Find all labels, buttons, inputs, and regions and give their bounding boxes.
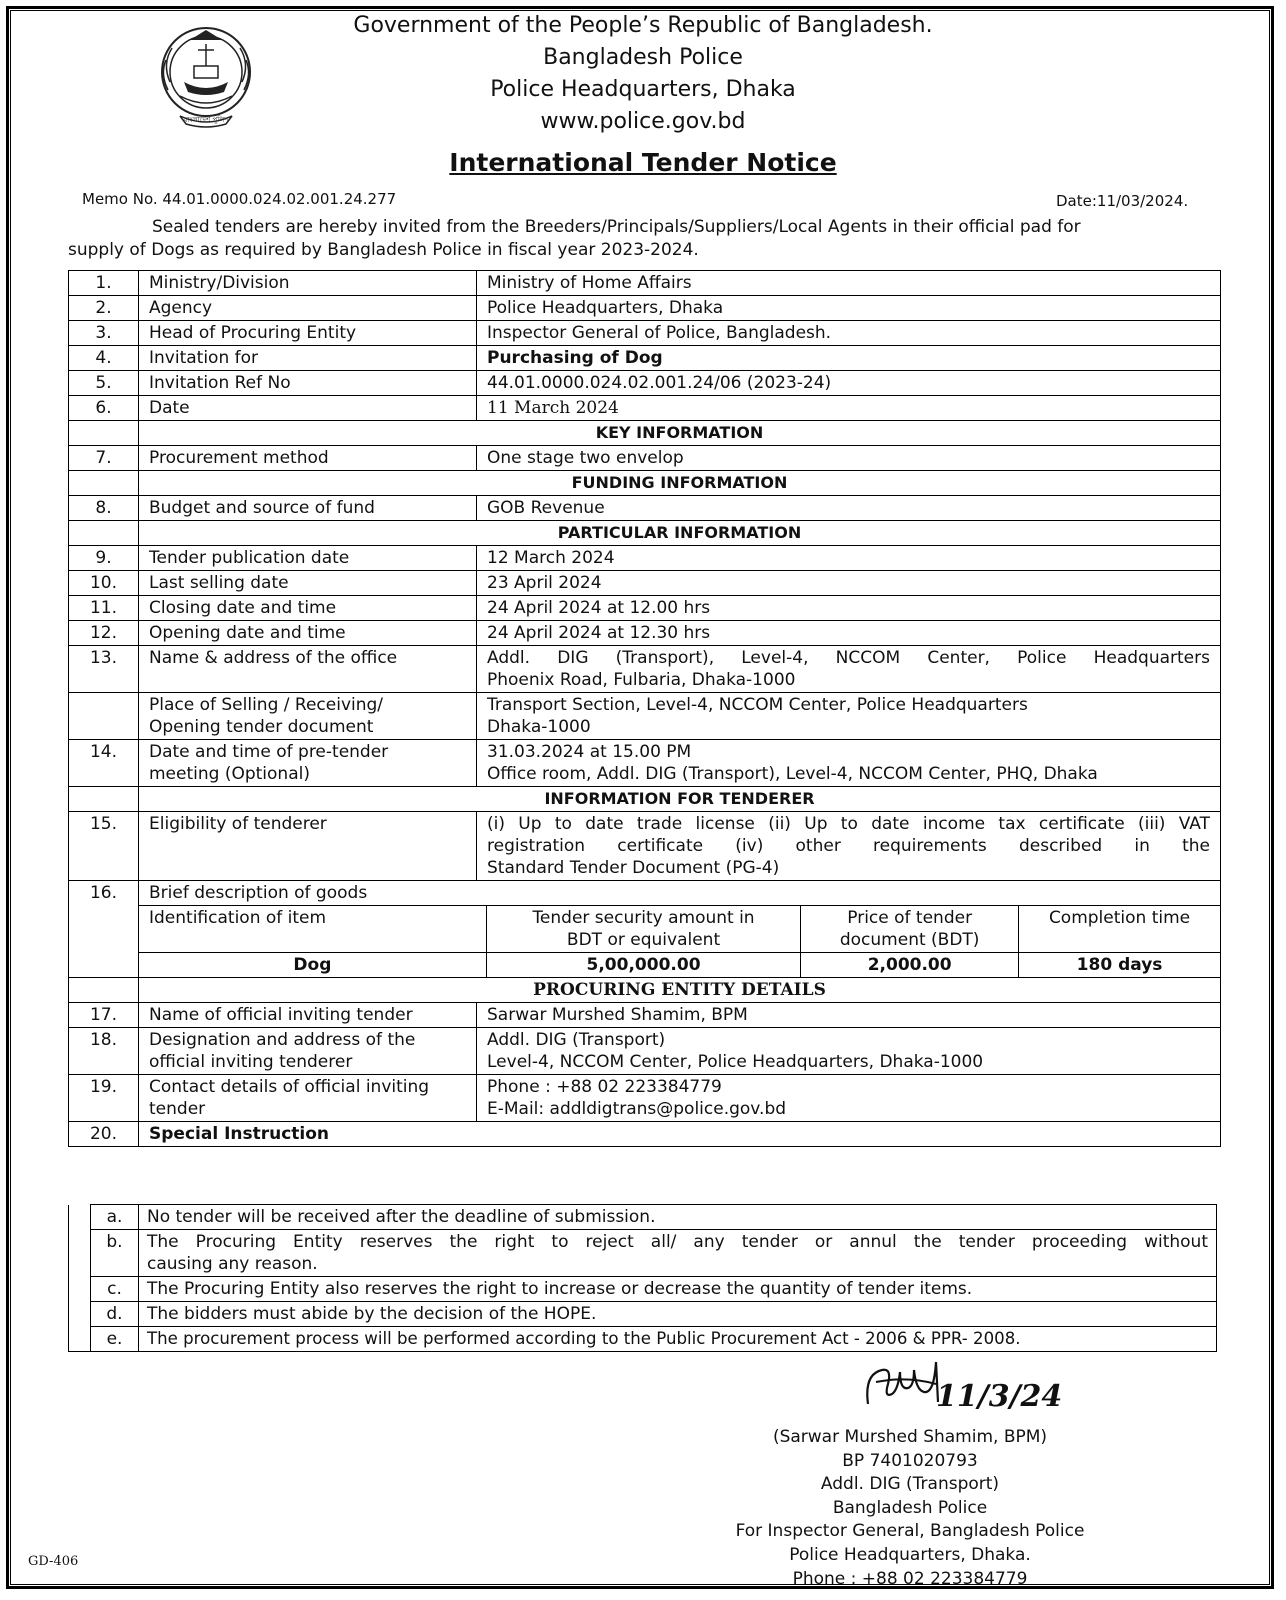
- row-value: 23 April 2024: [477, 571, 1221, 596]
- table-row: [69, 1122, 1221, 1147]
- row-label: Date: [139, 396, 477, 421]
- row-value: 24 April 2024 at 12.30 hrs: [477, 621, 1221, 646]
- table-row: [69, 693, 1221, 740]
- row-label: Head of Procuring Entity: [139, 321, 477, 346]
- table-row: [69, 596, 1221, 621]
- intro-line-2: supply of Dogs as required by Bangladesh Police in fiscal year 2023-2024.: [68, 240, 699, 260]
- row-value: 12 March 2024: [477, 546, 1221, 571]
- label-line: official inviting tenderer: [149, 1052, 353, 1072]
- col-header: [486, 906, 800, 953]
- row-value: [477, 693, 1221, 740]
- goods-price: 2,000.00: [801, 953, 1019, 978]
- row-label: Invitation Ref No: [139, 371, 477, 396]
- label-line: Designation and address of the: [149, 1030, 416, 1050]
- goods-data-row: [139, 953, 1220, 978]
- row-label: Invitation for: [139, 346, 477, 371]
- emblem-text: বাংলাদেশ পুলিশ: [183, 116, 229, 124]
- row-number: 6.: [69, 396, 139, 421]
- row-number: 2.: [69, 296, 139, 321]
- row-label: Ministry/Division: [139, 271, 477, 296]
- row-value: Inspector General of Police, Bangladesh.: [477, 321, 1221, 346]
- instruction-text: The Procuring Entity also reserves the right to increase or decrease the quantity of tender items.: [139, 1277, 1217, 1302]
- notice-date: Date:11/03/2024.: [1056, 192, 1189, 210]
- row-label: Tender publication date: [139, 546, 477, 571]
- signatory-block: [700, 1426, 1120, 1591]
- row-label: [139, 1028, 477, 1075]
- goods-cell: [139, 881, 1221, 978]
- row-value: [477, 812, 1221, 881]
- section-heading: FUNDING INFORMATION: [139, 471, 1221, 496]
- row-value: One stage two envelop: [477, 446, 1221, 471]
- row-number: 4.: [69, 346, 139, 371]
- goods-table: [139, 905, 1220, 977]
- row-label: Procurement method: [139, 446, 477, 471]
- agency-line: Bangladesh Police: [543, 45, 743, 70]
- goods-label: Brief description of goods: [149, 883, 368, 903]
- signatory-name: (Sarwar Murshed Shamim, BPM): [772, 1427, 1048, 1447]
- table-row: [69, 446, 1221, 471]
- row-number: 7.: [69, 446, 139, 471]
- value-line: Office room, Addl. DIG (Transport), Level-4, NCCOM Center, PHQ, Dhaka: [487, 764, 1098, 784]
- row-number: 18.: [69, 1028, 139, 1075]
- col-header: [801, 906, 1019, 953]
- letterhead: [0, 10, 1286, 138]
- memo-number: Memo No. 44.01.0000.024.02.001.24.277: [82, 190, 397, 208]
- row-label: [139, 740, 477, 787]
- instruction-id: a.: [91, 1205, 139, 1230]
- section-heading: KEY INFORMATION: [139, 421, 1221, 446]
- table-row: [69, 346, 1221, 371]
- row-value: [477, 1075, 1221, 1122]
- table-row: [69, 1028, 1221, 1075]
- signatory-bp: BP 7401020793: [842, 1450, 978, 1471]
- row-number: 8.: [69, 496, 139, 521]
- col-header: Identification of item: [139, 906, 486, 953]
- value-line: Addl. DIG (Transport): [487, 1030, 666, 1050]
- value-line: E-Mail: addldigtrans@police.gov.bd: [487, 1099, 787, 1119]
- value-line: Phoenix Road, Fulbaria, Dhaka-1000: [487, 670, 796, 690]
- row-number: 16.: [69, 881, 139, 978]
- table-row: [69, 296, 1221, 321]
- section-heading: PROCURING ENTITY DETAILS: [139, 978, 1221, 1003]
- signatory-org: Bangladesh Police: [832, 1497, 988, 1518]
- row-label: [139, 693, 477, 740]
- row-number: 14.: [69, 740, 139, 787]
- text-line: The Procuring Entity reserves the right to reject all/ any tender or annul the tender proceeding without: [147, 1232, 1208, 1252]
- page-title: International Tender Notice: [449, 148, 837, 177]
- label-line: Contact details of official inviting: [149, 1077, 430, 1097]
- row-number: 10.: [69, 571, 139, 596]
- website-line: www.police.gov.bd: [540, 109, 746, 134]
- label-line: Opening tender document: [149, 717, 374, 737]
- table-row: [69, 881, 1221, 978]
- signatory-phone: Phone : +88 02 223384779: [792, 1568, 1028, 1589]
- section-row: [69, 471, 1221, 496]
- instruction-row: [69, 1302, 1217, 1327]
- table-row: [69, 496, 1221, 521]
- goods-header-row: [139, 906, 1220, 953]
- signatory-hq: Police Headquarters, Dhaka.: [789, 1544, 1031, 1565]
- row-number: 9.: [69, 546, 139, 571]
- row-number: 12.: [69, 621, 139, 646]
- instruction-row: [69, 1277, 1217, 1302]
- row-label: Last selling date: [139, 571, 477, 596]
- row-number: 20.: [69, 1122, 139, 1147]
- tender-details-table: [68, 270, 1221, 1147]
- row-value: [477, 1028, 1221, 1075]
- instruction-row: [69, 1327, 1217, 1352]
- instruction-text: The bidders must abide by the decision of the HOPE.: [139, 1302, 1217, 1327]
- table-row: [69, 740, 1221, 787]
- row-number: 11.: [69, 596, 139, 621]
- table-row: [69, 321, 1221, 346]
- row-value: Sarwar Murshed Shamim, BPM: [477, 1003, 1221, 1028]
- instruction-id: c.: [91, 1277, 139, 1302]
- government-line: Government of the People’s Republic of Bangladesh.: [353, 13, 933, 38]
- handwritten-signature: [862, 1356, 1063, 1426]
- value-line: (i) Up to date trade license (ii) Up to date income tax certificate (iii) VAT: [487, 814, 1210, 834]
- value-line: Level-4, NCCOM Center, Police Headquarters, Dhaka-1000: [487, 1052, 984, 1072]
- signatory-for: For Inspector General, Bangladesh Police: [735, 1521, 1085, 1542]
- signature-date: 11/3/24: [936, 1379, 1063, 1414]
- goods-item: Dog: [139, 953, 486, 978]
- table-row: [69, 621, 1221, 646]
- section-row: [69, 521, 1221, 546]
- row-number: 3.: [69, 321, 139, 346]
- table-row: [69, 371, 1221, 396]
- value-line: 31.03.2024 at 15.00 PM: [487, 742, 692, 762]
- col-header: Completion time: [1019, 906, 1220, 953]
- row-label: Special Instruction: [139, 1122, 1221, 1147]
- row-label: Budget and source of fund: [139, 496, 477, 521]
- value-line: Standard Tender Document (PG-4): [487, 858, 780, 878]
- instruction-text: [139, 1230, 1217, 1277]
- label-line: tender: [149, 1099, 206, 1119]
- row-number: 19.: [69, 1075, 139, 1122]
- row-label: Name of official inviting tender: [139, 1003, 477, 1028]
- label-line: Place of Selling / Receiving/: [149, 695, 384, 715]
- table-row: [69, 1003, 1221, 1028]
- row-label: Name & address of the office: [139, 646, 477, 693]
- goods-security: 5,00,000.00: [486, 953, 800, 978]
- row-number: 13.: [69, 646, 139, 693]
- header-line: Tender security amount in: [532, 908, 755, 928]
- table-row: [69, 646, 1221, 693]
- value-line: Phone : +88 02 223384779: [487, 1077, 722, 1097]
- row-value: [477, 646, 1221, 693]
- row-value: Police Headquarters, Dhaka: [477, 296, 1221, 321]
- row-number: 17.: [69, 1003, 139, 1028]
- instruction-id: e.: [91, 1327, 139, 1352]
- intro-paragraph: [68, 216, 1226, 262]
- value-line: registration certificate (iv) other requirements described in the: [487, 836, 1210, 856]
- instruction-text: The procurement process will be performed according to the Public Procurement Act - 2006 & PPR- 2008.: [139, 1327, 1217, 1352]
- row-value: Purchasing of Dog: [477, 346, 1221, 371]
- table-row: [69, 1075, 1221, 1122]
- instruction-text: No tender will be received after the deadline of submission.: [139, 1205, 1217, 1230]
- table-row: [69, 546, 1221, 571]
- row-number: 5.: [69, 371, 139, 396]
- section-row: [69, 978, 1221, 1003]
- row-label: Agency: [139, 296, 477, 321]
- instruction-id: b.: [91, 1230, 139, 1277]
- instruction-row: [69, 1205, 1217, 1230]
- row-label: Closing date and time: [139, 596, 477, 621]
- row-value: 24 April 2024 at 12.00 hrs: [477, 596, 1221, 621]
- signatory-designation: Addl. DIG (Transport): [820, 1474, 1000, 1495]
- row-value: GOB Revenue: [477, 496, 1221, 521]
- table-row: [69, 271, 1221, 296]
- value-line: Addl. DIG (Transport), Level-4, NCCOM Center, Police Headquarters: [487, 648, 1210, 668]
- special-instructions-table: [68, 1204, 1217, 1352]
- row-value: Ministry of Home Affairs: [477, 271, 1221, 296]
- section-row: [69, 421, 1221, 446]
- value-line: Dhaka-1000: [487, 717, 591, 737]
- row-label: Opening date and time: [139, 621, 477, 646]
- instruction-row: [69, 1230, 1217, 1277]
- section-row: [69, 787, 1221, 812]
- header-line: BDT or equivalent: [566, 930, 721, 950]
- row-label: [139, 1075, 477, 1122]
- table-row: [69, 812, 1221, 881]
- text-line: causing any reason.: [147, 1254, 318, 1274]
- header-line: Price of tender: [847, 908, 973, 928]
- row-number: 15.: [69, 812, 139, 881]
- instruction-id: d.: [91, 1302, 139, 1327]
- section-heading: INFORMATION FOR TENDERER: [139, 787, 1221, 812]
- section-heading: PARTICULAR INFORMATION: [139, 521, 1221, 546]
- value-line: Transport Section, Level-4, NCCOM Center, Police Headquarters: [487, 695, 1028, 715]
- row-number: 1.: [69, 271, 139, 296]
- row-value: 44.01.0000.024.02.001.24/06 (2023-24): [477, 371, 1221, 396]
- row-label: Eligibility of tenderer: [139, 812, 477, 881]
- label-line: meeting (Optional): [149, 764, 310, 784]
- goods-completion: 180 days: [1019, 953, 1220, 978]
- table-row: [69, 571, 1221, 596]
- row-value: 11 March 2024: [477, 396, 1221, 421]
- intro-line-1: Sealed tenders are hereby invited from the Breeders/Principals/Suppliers/Local Agents in their official pad for: [152, 217, 1081, 237]
- header-line: document (BDT): [839, 930, 980, 950]
- table-row: [69, 396, 1221, 421]
- office-line: Police Headquarters, Dhaka: [490, 77, 796, 102]
- label-line: Date and time of pre-tender: [149, 742, 389, 762]
- footer-code: GD-406: [28, 1554, 79, 1569]
- row-value: [477, 740, 1221, 787]
